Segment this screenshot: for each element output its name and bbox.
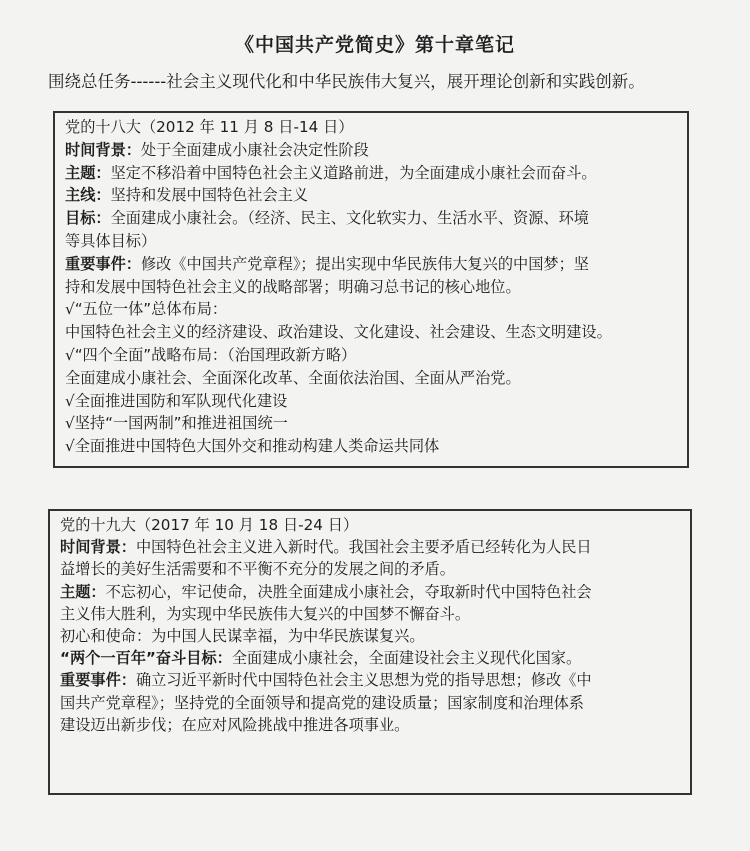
goal-text: 全面建成小康社会。（经济、民主、文化软实力、生活水平、资源、环境 <box>110 209 589 228</box>
events-row <box>65 253 681 276</box>
background-row <box>65 139 681 162</box>
check-item <box>65 412 681 435</box>
intro-text: 围绕总任务------社会主义现代化和中华民族伟大复兴，展开理论创新和实践创新。 <box>48 72 645 91</box>
background-label: 时间背景： <box>65 140 141 159</box>
events-text: 确立习近平新时代中国特色社会主义思想为党的指导思想；修改《中 <box>135 671 592 690</box>
goal-row <box>60 647 684 669</box>
check-icon: √ <box>65 300 75 319</box>
check-icon: √ <box>65 391 75 410</box>
congress-19-heading: 党的十九大（2017 年 10 月 18 日-24 日） <box>60 516 359 534</box>
events-text: 修改《中国共产党章程》；提出实现中华民族伟大复兴的中国梦；坚 <box>140 254 589 273</box>
goal-label: “两个一百年”奋斗目标： <box>60 649 232 668</box>
events-row <box>60 669 684 691</box>
theme-text: 坚定不移沿着中国特色社会主义道路前进，为全面建成小康社会而奋斗。 <box>110 163 597 182</box>
check-icon: √ <box>65 437 75 456</box>
congress-18-box <box>53 111 689 468</box>
layout4-title-row <box>65 344 681 367</box>
background-text: 中国特色社会主义进入新时代。我国社会主要矛盾已经转化为人民日 <box>135 538 592 557</box>
check-item <box>65 435 681 458</box>
events-label: 重要事件： <box>65 254 141 273</box>
mainline-text: 坚持和发展中国特色社会主义 <box>110 186 308 205</box>
theme-text: 不忘初心，牢记使命，决胜全面建成小康社会，夺取新时代中国特色社会 <box>105 582 592 601</box>
background-row <box>60 536 684 558</box>
events-text-cont: 持和发展中国特色社会主义的战略部署；明确习总书记的核心地位。 <box>65 277 521 296</box>
page-title: 《中国共产党简史》第十章笔记 <box>234 34 515 56</box>
congress-18-heading: 党的十八大（2012 年 11 月 8 日-14 日） <box>65 118 354 136</box>
goal-row <box>65 207 681 230</box>
layout5-text: 中国特色社会主义的经济建设、政治建设、文化建设、社会建设、生态文明建设。 <box>65 323 612 342</box>
theme-row <box>60 581 684 603</box>
check-icon: √ <box>65 414 75 433</box>
theme-label: 主题： <box>65 163 111 182</box>
mainline-label: 主线： <box>65 186 111 205</box>
layout5-title-row <box>65 298 681 321</box>
events-text-cont: 建设迈出新步伐；在应对风险挑战中推进各项事业。 <box>60 715 410 734</box>
background-text: 处于全面建成小康社会决定性阶段 <box>140 140 369 159</box>
events-label: 重要事件： <box>60 671 136 690</box>
check-item-text: 坚持“一国两制”和推进祖国统一 <box>74 414 288 433</box>
mission-text: 初心和使命：为中国人民谋幸福，为中华民族谋复兴。 <box>60 627 425 646</box>
mainline-row <box>65 184 681 207</box>
events-text-cont: 国共产党章程》；坚持党的全面领导和提高党的建设质量；国家制度和治理体系 <box>60 693 584 712</box>
theme-row <box>65 162 681 185</box>
theme-text-cont: 主义伟大胜利，为实现中华民族伟大复兴的中国梦不懈奋斗。 <box>60 604 471 623</box>
theme-label: 主题： <box>60 582 106 601</box>
layout4-title: “四个全面”战略布局：（治国理政新方略） <box>74 345 357 364</box>
background-text-cont: 益增长的美好生活需要和不平衡不充分的发展之间的矛盾。 <box>60 560 455 579</box>
congress-19-box <box>48 509 692 795</box>
goal-text: 全面建成小康社会，全面建设社会主义现代化国家。 <box>231 649 582 668</box>
check-item <box>65 390 681 413</box>
layout4-text: 全面建成小康社会、全面深化改革、全面依法治国、全面从严治党。 <box>65 368 521 387</box>
goal-label: 目标： <box>65 209 111 228</box>
goal-text-cont: 等具体目标） <box>65 231 157 250</box>
background-label: 时间背景： <box>60 538 136 557</box>
check-item-text: 全面推进中国特色大国外交和推动构建人类命运共同体 <box>74 437 440 456</box>
layout5-title: “五位一体”总体布局： <box>74 300 228 319</box>
check-item-text: 全面推进国防和军队现代化建设 <box>74 391 288 410</box>
check-icon: √ <box>65 345 75 364</box>
